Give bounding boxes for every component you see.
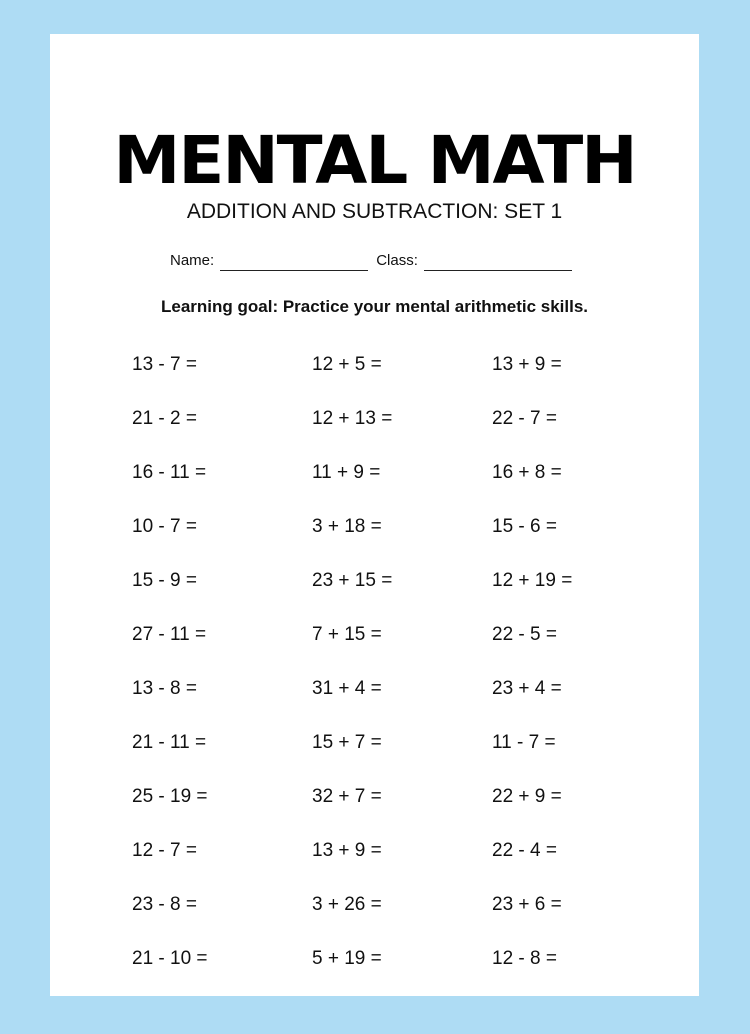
- problem: 15 - 9 =: [132, 570, 197, 591]
- problem: 11 - 7 =: [492, 732, 556, 753]
- problem: 21 - 2 =: [132, 408, 197, 429]
- problem: 13 + 9 =: [492, 354, 562, 375]
- problem-row: [132, 515, 652, 569]
- problem: 23 + 6 =: [492, 894, 562, 915]
- problem: 16 - 11 =: [132, 462, 207, 483]
- problem: 22 - 5 =: [492, 624, 557, 645]
- problem: 23 + 15 =: [312, 570, 393, 591]
- learning-goal: Learning goal: Practice your mental arithmetic skills.: [160, 297, 589, 316]
- problem: 10 - 7 =: [132, 516, 197, 537]
- problem: 25 - 19 =: [132, 786, 208, 807]
- problem: 13 - 7 =: [132, 354, 197, 375]
- problem: 11 + 9 =: [312, 462, 381, 483]
- student-info-fields: [170, 247, 572, 271]
- problem: 3 + 26 =: [312, 894, 382, 915]
- problem: 15 + 7 =: [312, 732, 382, 753]
- worksheet-page: [50, 34, 699, 996]
- class-label: Class:: [376, 252, 418, 269]
- problem: 5 + 19 =: [312, 948, 382, 969]
- problem: 22 - 4 =: [492, 840, 557, 861]
- problem-row: [132, 353, 652, 407]
- problem-row: [132, 731, 652, 785]
- problem: 22 + 9 =: [492, 786, 562, 807]
- problem-grid: [132, 353, 652, 1001]
- problem: 22 - 7 =: [492, 408, 557, 429]
- problem: 12 - 7 =: [132, 840, 197, 861]
- problem: 12 + 5 =: [312, 354, 382, 375]
- problem: 12 + 19 =: [492, 570, 573, 591]
- worksheet-title: MENTAL MATH: [113, 122, 636, 199]
- name-blank-line[interactable]: [220, 252, 368, 271]
- problem-row: [132, 407, 652, 461]
- problem: 3 + 18 =: [312, 516, 382, 537]
- problem: 21 - 10 =: [132, 948, 208, 969]
- problem: 31 + 4 =: [312, 678, 382, 699]
- problem: 23 - 8 =: [132, 894, 197, 915]
- class-blank-line[interactable]: [424, 252, 572, 271]
- problem-row: [132, 785, 652, 839]
- problem: 12 - 8 =: [492, 948, 557, 969]
- problem: 16 + 8 =: [492, 462, 562, 483]
- worksheet-subtitle: ADDITION AND SUBTRACTION: SET 1: [186, 200, 563, 223]
- problem-row: [132, 893, 652, 947]
- name-label: Name:: [170, 252, 215, 269]
- problem: 23 + 4 =: [492, 678, 562, 699]
- problem: 27 - 11 =: [132, 624, 207, 645]
- problem-row: [132, 677, 652, 731]
- problem-row: [132, 947, 652, 1001]
- problem: 7 + 15 =: [312, 624, 382, 645]
- problem: 13 - 8 =: [132, 678, 197, 699]
- problem: 32 + 7 =: [312, 786, 382, 807]
- problem-row: [132, 461, 652, 515]
- problem-row: [132, 569, 652, 623]
- problem: 12 + 13 =: [312, 408, 393, 429]
- problem: 21 - 11 =: [132, 732, 207, 753]
- problem-row: [132, 839, 652, 893]
- problem: 15 - 6 =: [492, 516, 557, 537]
- problem-row: [132, 623, 652, 677]
- problem: 13 + 9 =: [312, 840, 382, 861]
